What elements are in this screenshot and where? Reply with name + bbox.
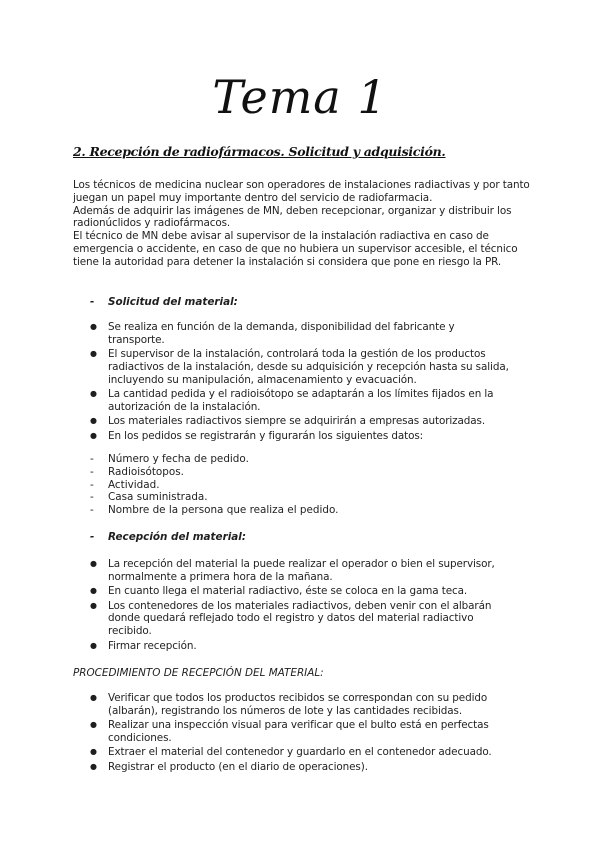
list-item: ● En cuanto llega el material radiactivo, éste se coloca en la gama teca. [90, 585, 510, 598]
list-item: ● Firmar recepción. [90, 640, 510, 653]
intro-paragraph: El técnico de MN debe avisar al supervisor de la instalación radiactiva en caso de emergencia o accidente, en caso de que no hubiera un supervisor accesible, el técnico tiene la autoridad para detener la instalación si considera que pone en riesgo la PR. [73, 230, 518, 268]
section-subtitle: 2. Recepción de radiofármacos. Solicitud y adquisición. [73, 144, 446, 159]
list-item: ● Verificar que todos los productos recibidos se correspondan con su pedido (albarán), registrando los números de lote y las cantidades recibidas. [90, 692, 510, 718]
list-item: ● Los materiales radiactivos siempre se adquirirán a empresas autorizadas. [90, 415, 510, 428]
list-item: - Nombre de la persona que realiza el pedido. [90, 504, 510, 517]
list-item: ● Realizar una inspección visual para verificar que el bulto está en perfectas condiciones. [90, 719, 510, 745]
heading-text: Solicitud del material: [108, 296, 238, 308]
list-item: ● La recepción del material la puede realizar el operador o bien el supervisor, normalmente a primera hora de la mañana. [90, 558, 510, 584]
list-item: - Número y fecha de pedido. [90, 453, 510, 466]
list-item: ● Extraer el material del contenedor y guardarlo en el contenedor adecuado. [90, 746, 510, 759]
procedure-heading: PROCEDIMIENTO DE RECEPCIÓN DEL MATERIAL: [73, 667, 324, 679]
list-item: - Actividad. [90, 479, 510, 492]
solicitud-bullet-list [90, 321, 510, 444]
procedure-bullet-list [90, 692, 510, 775]
order-data-list [90, 453, 510, 517]
recepcion-bullet-list [90, 558, 510, 654]
list-item: ● Se realiza en función de la demanda, disponibilidad del fabricante y transporte. [90, 321, 510, 347]
list-item: ● La cantidad pedida y el radioisótopo se adaptarán a los límites fijados en la autorización de la instalación. [90, 388, 510, 414]
list-item: ● En los pedidos se registrarán y figurarán los siguientes datos: [90, 430, 510, 443]
heading-dash: - [90, 531, 95, 543]
heading-text: Recepción del material: [108, 531, 246, 543]
section-heading-recepcion [90, 531, 246, 543]
list-item: - Radioisótopos. [90, 466, 510, 479]
list-item: - Casa suministrada. [90, 491, 510, 504]
list-item: ● Registrar el producto (en el diario de operaciones). [90, 761, 510, 774]
list-item: ● El supervisor de la instalación, controlará toda la gestión de los productos radiactivos de la instalación, desde su adquisición y recepción hasta su salida, incluyendo su manipulación, almacenamiento y evacuación. [90, 348, 510, 386]
page-title: Tema 1 [212, 70, 388, 124]
heading-dash: - [90, 296, 95, 308]
intro-paragraph: Además de adquirir las imágenes de MN, deben recepcionar, organizar y distribuir los radionúclidos y radiofármacos. [73, 204, 512, 230]
section-heading-solicitud [90, 296, 238, 308]
intro-text [73, 179, 538, 269]
list-item: ● Los contenedores de los materiales radiactivos, deben venir con el albarán donde quedará reflejado todo el registro y datos del material radiactivo recibido. [90, 600, 510, 638]
intro-paragraph: Los técnicos de medicina nuclear son operadores de instalaciones radiactivas y por tanto juegan un papel muy importante dentro del servicio de radiofarmacia. [73, 179, 530, 204]
